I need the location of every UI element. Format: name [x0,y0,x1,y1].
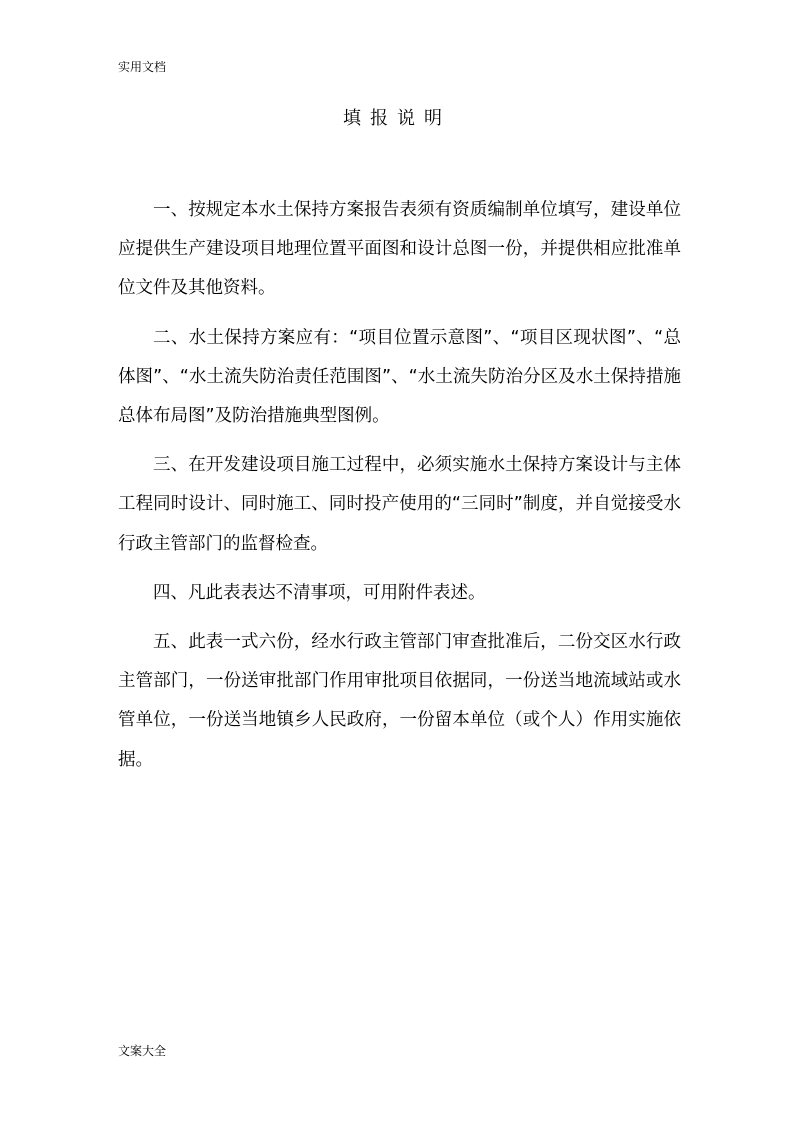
page-header-label: 实用文档 [118,60,167,74]
instructions-body [118,191,681,790]
instruction-paragraph-2: 二、水土保持方案应有：“项目位置示意图”、“项目区现状图”、“总体图”、“水土流失防治责任范围图”、“水土流失防治分区及水土保持措施总体布局图”及防治措施典型图例。 [118,327,681,427]
instruction-paragraph-1: 一、按规定本水土保持方案报告表须有资质编制单位填写，建设单位应提供生产建设项目地理位置平面图和设计总图一份，并提供相应批准单位文件及其他资料。 [118,200,681,299]
document-title: 填报说明 [343,108,451,129]
page-footer-label: 文案大全 [118,1044,167,1058]
instruction-paragraph-4: 四、凡此表表达不清事项，可用附件表述。 [153,582,486,603]
instruction-paragraph-3: 三、在开发建设项目施工过程中，必须实施水土保持方案设计与主体工程同时设计、同时施工、同时投产使用的“三同时”制度，并自觉接受水行政主管部门的监督检查。 [118,455,681,554]
instruction-paragraph-5: 五、此表一式六份，经水行政主管部门审查批准后，二份交区水行政主管部门，一份送审批部门作用审批项目依据同，一份送当地流域站或水管单位，一份送当地镇乡人民政府，一份留本单位（或个人）作用实施依据。 [118,632,681,770]
